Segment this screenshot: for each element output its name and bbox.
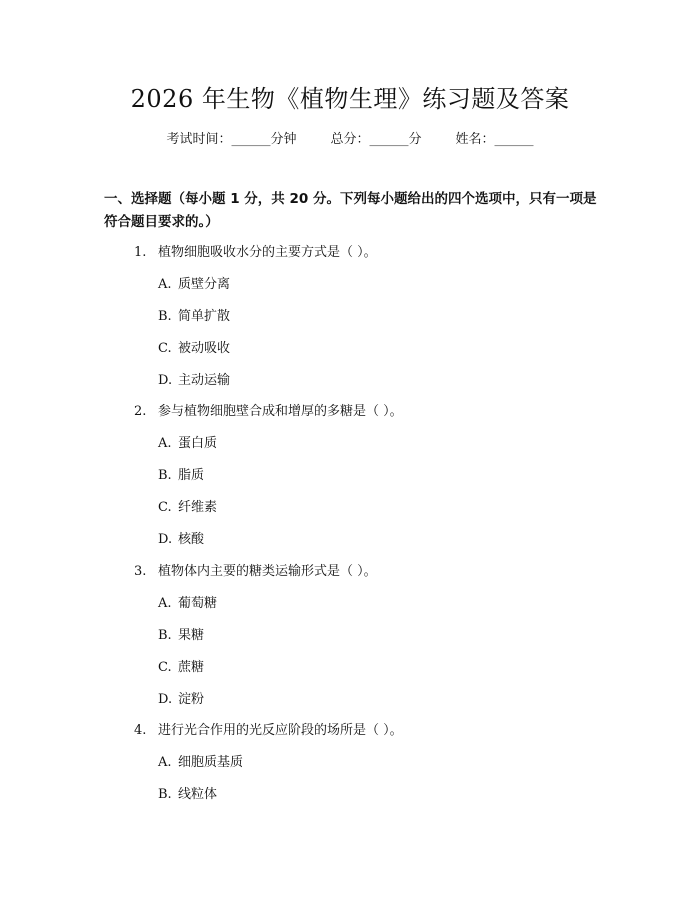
option-letter: D. [158, 532, 173, 547]
exam-info-line [0, 130, 700, 150]
option-letter: A. [158, 755, 172, 770]
option-text: 果糖 [178, 628, 205, 643]
option-letter: C. [158, 341, 172, 356]
page-title: 2026 年生物《植物生理》练习题及答案 [130, 85, 570, 113]
answer-option [158, 339, 230, 359]
option-text: 被动吸收 [178, 341, 231, 356]
student-name-label: 姓名：______ [455, 132, 534, 147]
total-score-label: 总分：______分 [330, 132, 422, 147]
option-letter: B. [158, 468, 172, 483]
question-number: 1. [134, 245, 147, 260]
answer-option [158, 530, 204, 550]
answer-option [158, 498, 217, 518]
option-text: 纤维素 [178, 500, 218, 515]
answer-option [158, 753, 243, 773]
answer-option [158, 594, 217, 614]
option-text: 蛋白质 [178, 436, 218, 451]
option-text: 细胞质基质 [178, 755, 244, 770]
question-text: 进行光合作用的光反应阶段的场所是（ ）。 [158, 723, 403, 738]
answer-option [158, 434, 217, 454]
exam-time-label: 考试时间：______分钟 [166, 132, 297, 147]
option-letter: A. [158, 277, 172, 292]
option-letter: C. [158, 660, 172, 675]
option-text: 主动运输 [178, 373, 231, 388]
question-number: 2. [134, 404, 147, 419]
option-letter: D. [158, 692, 173, 707]
option-letter: B. [158, 787, 172, 802]
answer-option [158, 307, 230, 327]
answer-option [158, 658, 204, 678]
option-text: 淀粉 [178, 692, 205, 707]
question-number: 4. [134, 723, 147, 738]
option-text: 质壁分离 [178, 277, 231, 292]
question-stem [134, 562, 377, 582]
option-letter: A. [158, 596, 172, 611]
option-text: 线粒体 [178, 787, 218, 802]
answer-option [158, 371, 230, 391]
option-letter: B. [158, 628, 172, 643]
answer-option [158, 275, 230, 295]
question-stem [134, 243, 377, 263]
option-text: 脂质 [178, 468, 205, 483]
question-stem [134, 402, 403, 422]
option-letter: B. [158, 309, 172, 324]
answer-option [158, 785, 217, 805]
option-letter: D. [158, 373, 173, 388]
option-letter: C. [158, 500, 172, 515]
question-text: 植物体内主要的糖类运输形式是（ ）。 [158, 564, 377, 579]
question-text: 参与植物细胞壁合成和增厚的多糖是（ ）。 [158, 404, 403, 419]
question-number: 3. [134, 564, 147, 579]
answer-option [158, 466, 204, 486]
option-text: 核酸 [178, 532, 205, 547]
option-letter: A. [158, 436, 172, 451]
section-heading: 一、选择题（每小题 1 分，共 20 分。下列每小题给出的四个选项中，只有一项是符合题目要求的。） [104, 191, 597, 230]
option-text: 葡萄糖 [178, 596, 218, 611]
option-text: 蔗糖 [178, 660, 205, 675]
answer-option [158, 690, 204, 710]
question-stem [134, 721, 403, 741]
option-text: 简单扩散 [178, 309, 231, 324]
answer-option [158, 626, 204, 646]
question-text: 植物细胞吸收水分的主要方式是（ ）。 [158, 245, 377, 260]
